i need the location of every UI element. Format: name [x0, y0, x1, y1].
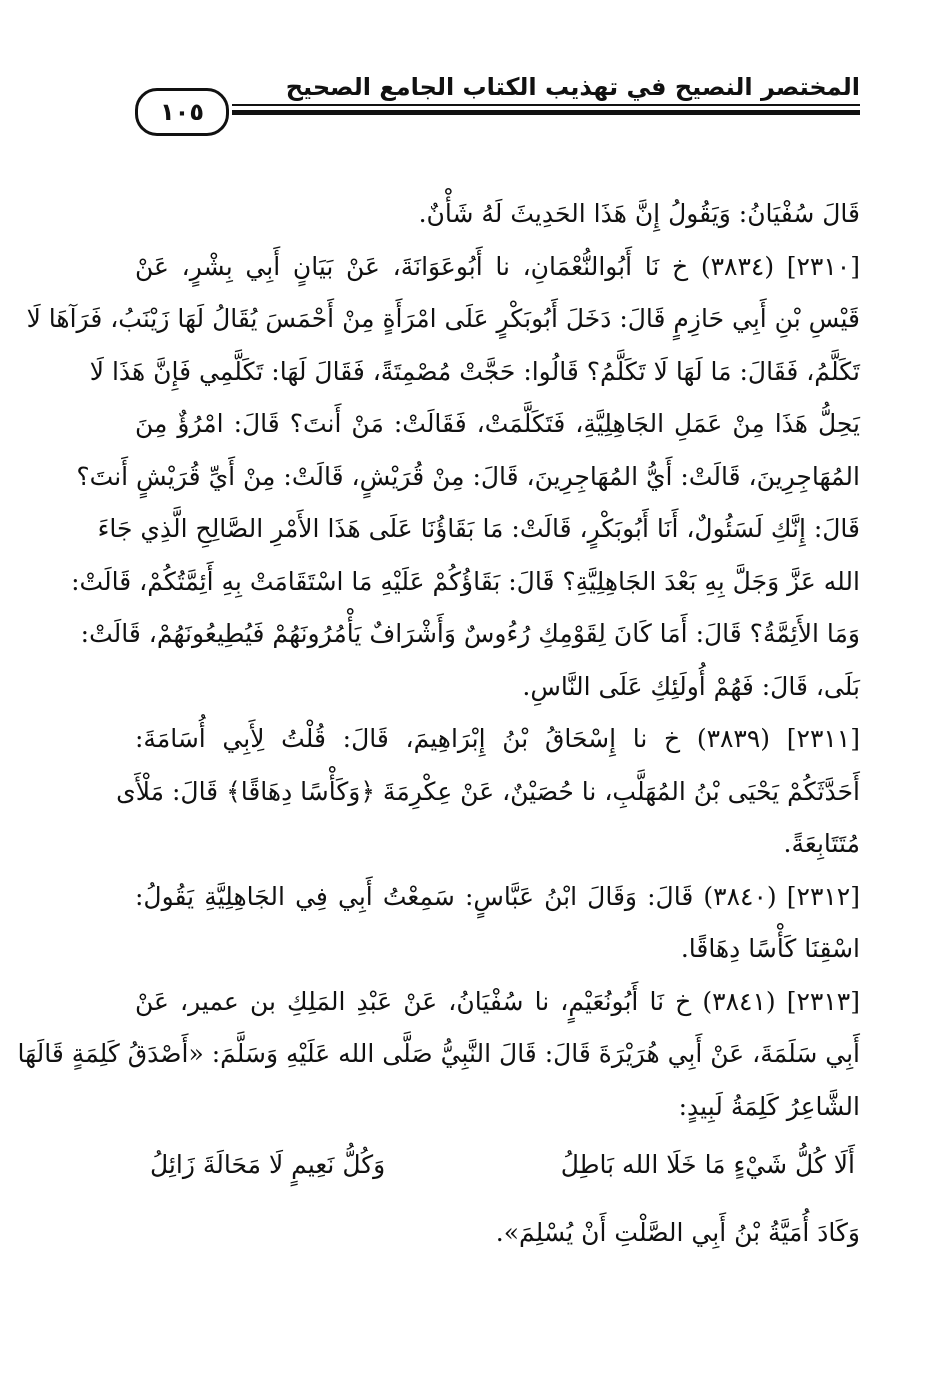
- text-line: [٢٣١٠] (٣٨٣٤) خ نَا أَبُوالنُّعْمَانِ، نا أَبُوعَوَانَةَ، عَنْ بَيَانٍ أَبِي بِشْرٍ، عَنْ: [135, 251, 860, 281]
- text-line: مُتَتَابِعَةً.: [783, 829, 860, 858]
- text-line: [٢٣١٢] (٣٨٤٠) قَالَ: وَقَالَ ابْنُ عَبَّاسٍ: سَمِعْتُ أَبِي فِي الجَاهِلِيَّةِ يَقُولُ:: [135, 881, 860, 911]
- page-number: [135, 88, 229, 136]
- text-line: قَيْسِ بْنِ أَبِي حَازِمٍ قَالَ: دَخَلَ أَبُوبَكْرٍ عَلَى امْرَأَةٍ مِنْ أَحْمَسَ يُقَالُ لَهَا زَيْنَبُ، فَرَآهَا لَا: [26, 304, 860, 333]
- hadith-2311: [116, 713, 860, 871]
- text-line: أَحَدَّثَكُمْ يَحْيَى بْنُ المُهَلَّبِ، نا حُصَيْنٌ، عَنْ عِكْرِمَةَ ﴿وَكَأْسًا دِهَاقًا﴾ قَالَ: مَلْأَى: [116, 776, 860, 806]
- text-line: [٢٣١١] (٣٨٣٩) خ نا إِسْحَاقُ بْنُ إِبْرَاهِيمَ، قَالَ: قُلْتُ لِأَبِي أُسَامَةَ:: [135, 724, 860, 753]
- text-line: اسْقِنَا كَأْسًا دِهَاقًا.: [680, 934, 860, 963]
- page-number-text: ١٠٥: [160, 98, 204, 126]
- poem-verse: [150, 1150, 855, 1210]
- text-line: قَالَ سُفْيَانُ: وَيَقُولُ إِنَّ هَذَا الحَدِيثَ لَهُ شَأْنٌ.: [418, 199, 860, 228]
- hadith-2310: [26, 241, 860, 714]
- poem-second-hemistich: وَكُلُّ نَعِيمٍ لَا مَحَالَةَ زَائِلُ: [150, 1150, 386, 1179]
- header-rule-thin: [232, 104, 860, 106]
- text-line: قَالَ: إِنَّكِ لَسَئُولٌ، أَنَا أَبُوبَكْرٍ، قَالَتْ: مَا بَقَاؤُنَا عَلَى هَذَا الأَمْرِ الصَّالِحِ الَّذِي جَاءَ: [97, 514, 860, 543]
- paragraph: [135, 188, 860, 241]
- text-line: بَلَى، قَالَ: فَهُمْ أُولَئِكِ عَلَى النَّاسِ.: [522, 671, 860, 701]
- hadith-2312: [135, 871, 860, 976]
- hadith-2313: [17, 976, 860, 1134]
- text-line: وَمَا الأَئِمَّةُ؟ قَالَ: أَمَا كَانَ لِقَوْمِكِ رُءُوسٌ وَأَشْرَافٌ يَأْمُرُونَهُمْ فَيُطِيعُونَهُمْ، قَالَتْ:: [80, 619, 860, 648]
- header-rule-thick: [232, 110, 860, 115]
- closing-line: وَكَادَ أُمَيَّةُ بْنُ أَبِي الصَّلْتِ أَنْ يُسْلِمَ».: [495, 1218, 860, 1247]
- text-line: تَكَلَّمُ، فَقَالَ: مَا لَهَا لَا تَكَلَّمُ؟ قَالُوا: حَجَّتْ مُصْمِتَةً، فَقَالَ لَهَا: تَكَلَّمِي فَإِنَّ هَذَا لَا: [89, 356, 860, 386]
- text-line: [٢٣١٣] (٣٨٤١) خ نَا أَبُونُعَيْمٍ، نا سُفْيَانُ، عَنْ عَبْدِ المَلِكِ بن عمير، عَنْ: [135, 986, 860, 1016]
- text-line: الشَّاعِرُ كَلِمَةُ لَبِيدٍ:: [678, 1091, 860, 1121]
- running-header-title: المختصر النصيح في تهذيب الكتاب الجامع الصحيح: [285, 73, 860, 101]
- poem-first-hemistich: أَلَا كُلُّ شَيْءٍ مَا خَلَا الله بَاطِلُ: [560, 1150, 855, 1179]
- text-line: أَبِي سَلَمَةَ، عَنْ أَبِي هُرَيْرَةَ قَالَ: قَالَ النَّبِيُّ صَلَّى الله عَلَيْهِ وَسَلَّمَ: «أَصْدَقُ كَلِمَةٍ قَالَهَا: [17, 1039, 860, 1068]
- text-line: الله عَزَّ وَجَلَّ بِهِ بَعْدَ الجَاهِلِيَّةِ؟ قَالَ: بَقَاؤُكُمْ عَلَيْهِ مَا اسْتَقَامَتْ بِهِ أَئِمَّتُكُمْ، قَالَتْ:: [71, 566, 860, 596]
- text-line: يَحِلُّ هَذَا مِنْ عَمَلِ الجَاهِلِيَّةِ، فَتَكَلَّمَتْ، فَقَالَتْ: مَنْ أَنتَ؟ قَالَ: امْرُؤٌ مِنَ: [135, 409, 860, 438]
- body-text: [17, 188, 860, 1133]
- text-line: المُهَاجِرِينَ، قَالَتْ: أَيُّ المُهَاجِرِينَ، قَالَ: مِنْ قُرَيْشٍ، قَالَتْ: مِنْ أَيِّ قُرَيْشٍ أَنتَ؟: [76, 461, 860, 491]
